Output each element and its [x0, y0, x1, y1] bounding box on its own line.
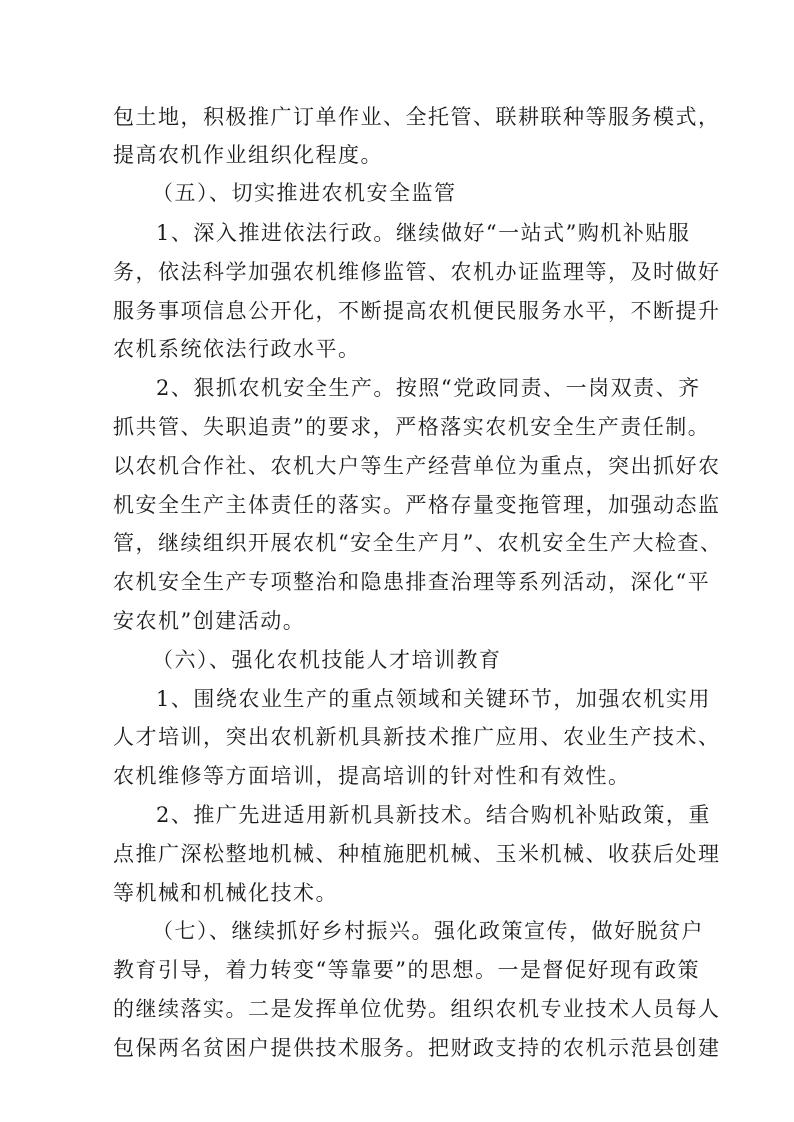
text-line: 2、推广先进适用新机具新技术。结合购机补贴政策，重: [156, 803, 711, 827]
section-heading: （七）、继续抓好乡村振兴。强化政策宣传，做好脱贫户: [152, 919, 704, 943]
text-line: 2、狠抓农机安全生产。按照“党政同责、一岗双责、齐: [156, 376, 701, 400]
text-line: 1、深入推进依法行政。继续做好“一站式”购机补贴服: [156, 221, 691, 245]
text-line: 点推广深松整地机械、种植施肥机械、玉米机械、收获后处理: [113, 842, 721, 866]
text-line: 提高农机作业组织化程度。: [113, 143, 383, 167]
text-line: 人才培训，突出农机新机具新技术推广应用、农业生产技术、: [113, 725, 721, 749]
text-line: 农机系统依法行政水平。: [113, 337, 361, 361]
text-line: 管，继续组织开展农机“安全生产月”、农机安全生产大检查、: [113, 531, 723, 555]
text-line: 包土地，积极推广订单作业、全托管、联耕联种等服务模式，: [113, 105, 721, 129]
text-line: 务，依法科学加强农机维修监管、农机办证监理等，及时做好: [113, 260, 721, 284]
text-line: 以农机合作社、农机大户等生产经营单位为重点，突出抓好农: [113, 454, 721, 478]
text-line: 教育引导，着力转变“等靠要”的思想。一是督促好现有政策: [113, 958, 700, 982]
text-line: 的继续落实。二是发挥单位优势。组织农机专业技术人员每人: [113, 997, 721, 1021]
text-line: 机安全生产主体责任的落实。严格存量变拖管理，加强动态监: [113, 493, 721, 517]
section-heading: （六）、强化农机技能人才培训教育: [152, 648, 502, 672]
text-line: 农机安全生产专项整治和隐患排查治理等系列活动，深化“平: [113, 570, 711, 594]
text-line: 包保两名贫困户提供技术服务。把财政支持的农机示范县创建: [113, 1036, 721, 1060]
text-line: 服务事项信息公开化，不断提高农机便民服务水平，不断提升: [113, 299, 721, 323]
text-line: 安农机”创建活动。: [113, 609, 306, 633]
text-line: 农机维修等方面培训，提高培训的针对性和有效性。: [113, 764, 631, 788]
text-line: 1、围绕农业生产的重点领域和关键环节，加强农机实用: [156, 687, 711, 711]
section-heading: （五）、切实推进农机安全监管: [152, 181, 457, 205]
text-line: 等机械和机械化技术。: [113, 881, 338, 905]
text-line: 抓共管、失职追责”的要求，严格落实农机安全生产责任制。: [113, 415, 711, 439]
